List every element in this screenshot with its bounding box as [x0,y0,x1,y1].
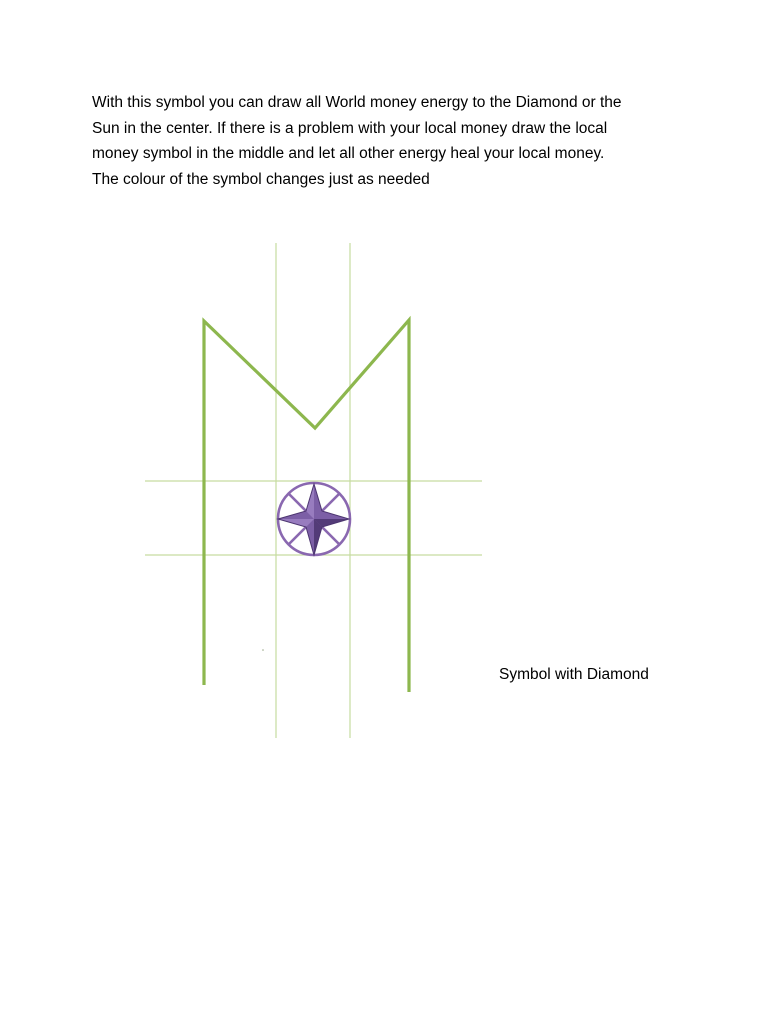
intro-line-3: money symbol in the middle and let all other energy heal your local money. [92,145,605,162]
intro-line-2: Sun in the center. If there is a problem with your local money draw the local [92,119,608,137]
small-dot [262,649,264,651]
letter-m-shape [204,320,409,692]
intro-line-4: The colour of the symbol changes just as needed [92,170,430,188]
intro-line-1: With this symbol you can draw all World money energy to the Diamond or the [92,94,622,111]
symbol-caption: Symbol with Diamond [499,666,649,683]
